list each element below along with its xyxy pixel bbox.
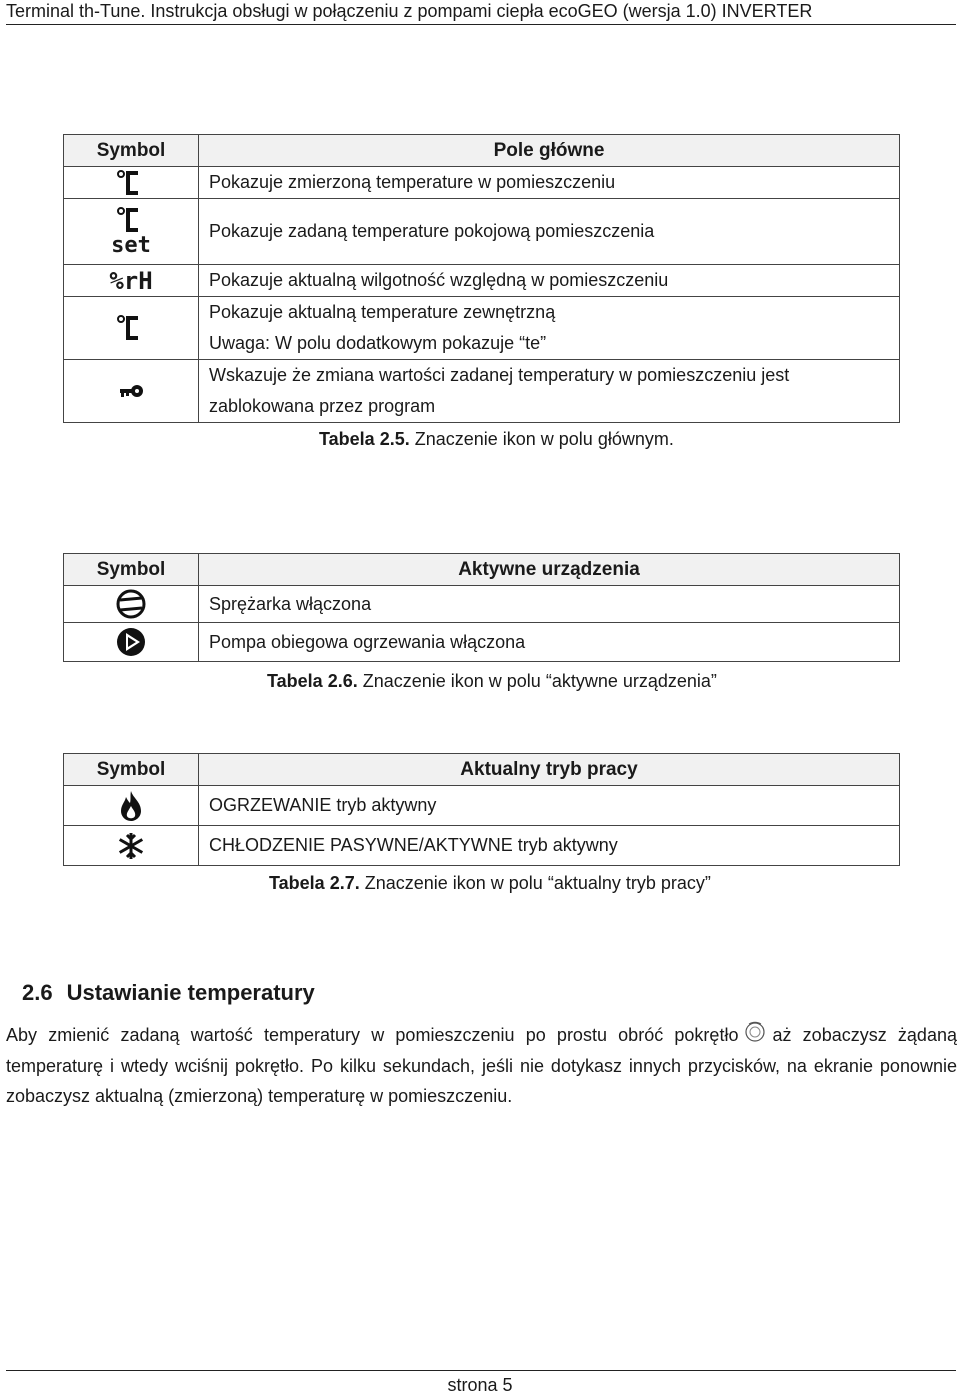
table-row bbox=[64, 360, 900, 423]
row-note: Uwaga: W polu dodatkowym pokazuje “te” bbox=[209, 333, 547, 353]
description-column-header: Pole główne bbox=[199, 135, 900, 167]
description-column-header: Aktualny tryb pracy bbox=[199, 754, 900, 786]
rh-label: %rH bbox=[109, 266, 153, 295]
caption-label: Tabela 2.6. bbox=[267, 671, 358, 691]
pump-icon bbox=[64, 623, 199, 662]
degree-c-icon bbox=[64, 297, 199, 360]
row-text: CHŁODZENIE PASYWNE/AKTYWNE tryb aktywny bbox=[199, 826, 900, 866]
humidity-rh-icon bbox=[64, 265, 199, 297]
row-text: Pokazuje zmierzoną temperature w pomieszczeniu bbox=[199, 167, 900, 199]
table-caption bbox=[269, 873, 711, 894]
caption-label: Tabela 2.7. bbox=[269, 873, 360, 893]
row-text-block bbox=[199, 360, 900, 423]
row-text: Pokazuje zadaną temperature pokojową pomieszczenia bbox=[199, 199, 900, 265]
table-row bbox=[64, 167, 900, 199]
document-header: Terminal th-Tune. Instrukcja obsługi w połączeniu z pompami ciepła ecoGEO (wersja 1.0) INVERTER bbox=[6, 0, 956, 25]
paragraph-text-continued: aż zobaczysz żądaną temperaturę i wtedy wciśnij pokrętło. Po kilku sekundach, jeśli nie dotykasz innych przycisków, na ekranie ponownie zobaczysz aktualną (zmierzoną) temperaturę w pomieszczeniu. bbox=[6, 1025, 957, 1106]
table-row bbox=[64, 623, 900, 662]
table-row bbox=[64, 265, 900, 297]
row-text: Pokazuje aktualną wilgotność względną w pomieszczeniu bbox=[199, 265, 900, 297]
section-title: Ustawianie temperatury bbox=[66, 980, 315, 1005]
flame-icon bbox=[64, 786, 199, 826]
section-heading bbox=[22, 980, 315, 1006]
key-icon bbox=[64, 360, 199, 423]
row-text-continued: zablokowana przez program bbox=[209, 396, 436, 416]
table-header-row bbox=[64, 135, 900, 167]
degree-c-icon bbox=[64, 167, 199, 199]
section-paragraph bbox=[6, 1020, 957, 1112]
operating-mode-table bbox=[63, 753, 900, 866]
icons-main-field-table bbox=[63, 134, 900, 423]
set-label: set bbox=[111, 232, 151, 258]
description-column-header: Aktywne urządzenia bbox=[199, 554, 900, 586]
row-text: Sprężarka włączona bbox=[199, 586, 900, 623]
row-text: Pokazuje aktualną temperature zewnętrzną bbox=[209, 302, 556, 322]
caption-text: Znaczenie ikon w polu głównym. bbox=[409, 429, 674, 449]
footer-divider bbox=[6, 1370, 956, 1371]
caption-text: Znaczenie ikon w polu “aktywne urządzenia” bbox=[357, 671, 717, 691]
table-row bbox=[64, 586, 900, 623]
snowflake-icon bbox=[64, 826, 199, 866]
knob-icon bbox=[744, 1021, 766, 1043]
compressor-icon bbox=[64, 586, 199, 623]
caption-label: Tabela 2.5. bbox=[319, 429, 410, 449]
degree-c-set-icon bbox=[64, 199, 199, 265]
symbol-column-header: Symbol bbox=[64, 135, 199, 167]
table-caption bbox=[319, 429, 674, 450]
table-row bbox=[64, 199, 900, 265]
active-devices-table bbox=[63, 553, 900, 662]
symbol-column-header: Symbol bbox=[64, 754, 199, 786]
paragraph-text: Aby zmienić zadaną wartość temperatury w pomieszczeniu po prostu obróć pokrętło bbox=[6, 1025, 739, 1045]
table-row bbox=[64, 297, 900, 360]
table-header-row bbox=[64, 554, 900, 586]
row-text: Wskazuje że zmiana wartości zadanej temperatury w pomieszczeniu jest bbox=[209, 365, 790, 385]
symbol-column-header: Symbol bbox=[64, 554, 199, 586]
table-caption bbox=[267, 671, 717, 692]
table-row bbox=[64, 826, 900, 866]
row-text: Pompa obiegowa ogrzewania włączona bbox=[199, 623, 900, 662]
page-number: strona 5 bbox=[447, 1375, 513, 1395]
table-header-row bbox=[64, 754, 900, 786]
row-text: OGRZEWANIE tryb aktywny bbox=[199, 786, 900, 826]
table-row bbox=[64, 786, 900, 826]
caption-text: Znaczenie ikon w polu “aktualny tryb pracy” bbox=[359, 873, 711, 893]
row-text-block bbox=[199, 297, 900, 360]
section-number: 2.6 bbox=[22, 980, 53, 1005]
